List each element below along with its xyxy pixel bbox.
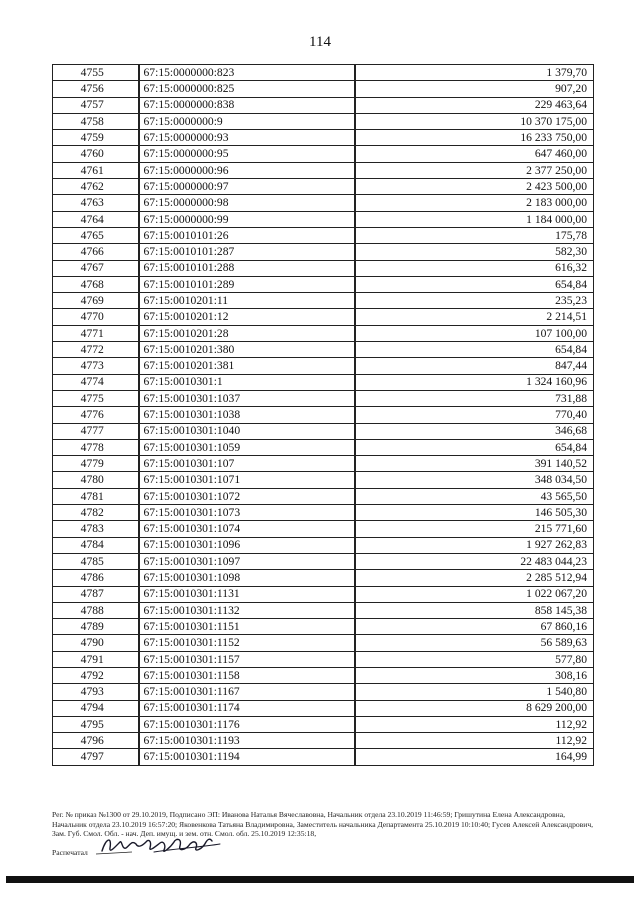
cadastral-number-cell: 67:15:0010301:1059 <box>139 439 355 455</box>
row-number-cell: 4775 <box>53 390 139 406</box>
row-number-cell: 4780 <box>53 472 139 488</box>
table-row <box>53 586 594 602</box>
amount-cell: 22 483 044,23 <box>355 553 594 569</box>
amount-cell: 215 771,60 <box>355 521 594 537</box>
cadastral-number-cell: 67:15:0000000:96 <box>139 162 355 178</box>
row-number-cell: 4757 <box>53 97 139 113</box>
row-number-cell: 4772 <box>53 342 139 358</box>
table-row <box>53 325 594 341</box>
amount-cell: 1 184 000,00 <box>355 211 594 227</box>
amount-cell: 654,84 <box>355 439 594 455</box>
cadastral-number-cell: 67:15:0010301:1074 <box>139 521 355 537</box>
table-row <box>53 179 594 195</box>
amount-cell: 858 145,38 <box>355 602 594 618</box>
cadastral-number-cell: 67:15:0000000:825 <box>139 81 355 97</box>
amount-cell: 112,92 <box>355 733 594 749</box>
amount-cell: 67 860,16 <box>355 619 594 635</box>
amount-cell: 2 214,51 <box>355 309 594 325</box>
row-number-cell: 4758 <box>53 113 139 129</box>
cadastral-number-cell: 67:15:0000000:838 <box>139 97 355 113</box>
table-row <box>53 505 594 521</box>
row-number-cell: 4755 <box>53 65 139 81</box>
table-row <box>53 716 594 732</box>
cadastral-number-cell: 67:15:0010301:1131 <box>139 586 355 602</box>
cadastral-number-cell: 67:15:0010301:1040 <box>139 423 355 439</box>
row-number-cell: 4795 <box>53 716 139 732</box>
amount-cell: 654,84 <box>355 342 594 358</box>
table-row <box>53 472 594 488</box>
row-number-cell: 4777 <box>53 423 139 439</box>
row-number-cell: 4784 <box>53 537 139 553</box>
cadastral-number-cell: 67:15:0010201:12 <box>139 309 355 325</box>
table-row <box>53 635 594 651</box>
table-row <box>53 684 594 700</box>
row-number-cell: 4765 <box>53 227 139 243</box>
amount-cell: 10 370 175,00 <box>355 113 594 129</box>
cadastral-number-cell: 67:15:0010201:28 <box>139 325 355 341</box>
table-row <box>53 749 594 765</box>
table-row <box>53 65 594 81</box>
cadastral-number-cell: 67:15:0010301:1037 <box>139 390 355 406</box>
cadastral-number-cell: 67:15:0010301:1073 <box>139 505 355 521</box>
row-number-cell: 4778 <box>53 439 139 455</box>
table-row <box>53 162 594 178</box>
row-number-cell: 4768 <box>53 276 139 292</box>
amount-cell: 577,80 <box>355 651 594 667</box>
row-number-cell: 4787 <box>53 586 139 602</box>
row-number-cell: 4759 <box>53 130 139 146</box>
cadastral-number-cell: 67:15:0010301:1096 <box>139 537 355 553</box>
row-number-cell: 4760 <box>53 146 139 162</box>
amount-cell: 175,78 <box>355 227 594 243</box>
cadastral-number-cell: 67:15:0010301:1151 <box>139 619 355 635</box>
cadastral-number-cell: 67:15:0010301:1152 <box>139 635 355 651</box>
cadastral-number-cell: 67:15:0010201:381 <box>139 358 355 374</box>
amount-cell: 107 100,00 <box>355 325 594 341</box>
row-number-cell: 4781 <box>53 488 139 504</box>
table-row <box>53 260 594 276</box>
row-number-cell: 4771 <box>53 325 139 341</box>
table-row <box>53 521 594 537</box>
cadastral-number-cell: 67:15:0010301:1038 <box>139 407 355 423</box>
cadastral-number-cell: 67:15:0010101:287 <box>139 244 355 260</box>
amount-cell: 348 034,50 <box>355 472 594 488</box>
cadastral-number-cell: 67:15:0010301:1194 <box>139 749 355 765</box>
cadastral-number-cell: 67:15:0000000:97 <box>139 179 355 195</box>
printed-by-line <box>52 840 597 858</box>
amount-cell: 164,99 <box>355 749 594 765</box>
cadastral-number-cell: 67:15:0010301:1098 <box>139 570 355 586</box>
row-number-cell: 4791 <box>53 651 139 667</box>
bottom-rule <box>6 876 634 883</box>
cadastral-number-cell: 67:15:0000000:95 <box>139 146 355 162</box>
table-row <box>53 374 594 390</box>
cadastral-number-cell: 67:15:0010301:1193 <box>139 733 355 749</box>
row-number-cell: 4756 <box>53 81 139 97</box>
table-row <box>53 195 594 211</box>
cadastral-number-cell: 67:15:0010301:1157 <box>139 651 355 667</box>
row-number-cell: 4782 <box>53 505 139 521</box>
table-row <box>53 358 594 374</box>
amount-cell: 146 505,30 <box>355 505 594 521</box>
table-row <box>53 602 594 618</box>
row-number-cell: 4793 <box>53 684 139 700</box>
row-number-cell: 4788 <box>53 602 139 618</box>
row-number-cell: 4794 <box>53 700 139 716</box>
registration-text: Рег. № приказ №1300 от 29.10.2019, Подписано ЭП: Иванова Наталья Вячеславовна, Начальник отдела 23.10.2019 11:46:59; Гришутина Елена Александровна, Начальник отдела 23.10.2019 16:57:20; Яковенкова Татьяна Владимировна, Заместитель начальника Департамента 25.10.2019 10:10:40; Гусев Алексей Александрович, Зам. Губ. Смол. Обл. - нач. Деп. имущ. и зем. отн. Смол. обл. 25.10.2019 12:35:18, <box>52 810 594 839</box>
table-row <box>53 130 594 146</box>
table-row <box>53 146 594 162</box>
table-row <box>53 733 594 749</box>
amount-cell: 112,92 <box>355 716 594 732</box>
row-number-cell: 4789 <box>53 619 139 635</box>
row-number-cell: 4766 <box>53 244 139 260</box>
amount-cell: 2 377 250,00 <box>355 162 594 178</box>
amount-cell: 1 540,80 <box>355 684 594 700</box>
row-number-cell: 4773 <box>53 358 139 374</box>
row-number-cell: 4774 <box>53 374 139 390</box>
cadastral-number-cell: 67:15:0010301:1097 <box>139 553 355 569</box>
table-row <box>53 227 594 243</box>
amount-cell: 391 140,52 <box>355 456 594 472</box>
row-number-cell: 4762 <box>53 179 139 195</box>
table-row <box>53 456 594 472</box>
table-row <box>53 309 594 325</box>
row-number-cell: 4770 <box>53 309 139 325</box>
cadastral-number-cell: 67:15:0000000:99 <box>139 211 355 227</box>
row-number-cell: 4785 <box>53 553 139 569</box>
table-row <box>53 700 594 716</box>
table-row <box>53 423 594 439</box>
row-number-cell: 4783 <box>53 521 139 537</box>
table-row <box>53 439 594 455</box>
cadastral-number-cell: 67:15:0010301:1072 <box>139 488 355 504</box>
row-number-cell: 4779 <box>53 456 139 472</box>
row-number-cell: 4776 <box>53 407 139 423</box>
row-number-cell: 4761 <box>53 162 139 178</box>
row-number-cell: 4786 <box>53 570 139 586</box>
printed-by-label: Распечатал <box>52 848 88 858</box>
amount-cell: 1 379,70 <box>355 65 594 81</box>
amount-cell: 1 324 160,96 <box>355 374 594 390</box>
table-row <box>53 293 594 309</box>
amount-cell: 235,23 <box>355 293 594 309</box>
row-number-cell: 4796 <box>53 733 139 749</box>
amount-cell: 8 629 200,00 <box>355 700 594 716</box>
cadastral-number-cell: 67:15:0010101:26 <box>139 227 355 243</box>
table-row <box>53 553 594 569</box>
cadastral-number-cell: 67:15:0000000:9 <box>139 113 355 129</box>
table-row <box>53 81 594 97</box>
amount-cell: 847,44 <box>355 358 594 374</box>
registry-table <box>52 64 594 766</box>
table-row <box>53 211 594 227</box>
table-row <box>53 570 594 586</box>
amount-cell: 346,68 <box>355 423 594 439</box>
amount-cell: 731,88 <box>355 390 594 406</box>
table-row <box>53 97 594 113</box>
registry-table-body <box>53 65 594 766</box>
table-row <box>53 651 594 667</box>
amount-cell: 907,20 <box>355 81 594 97</box>
table-row <box>53 407 594 423</box>
cadastral-number-cell: 67:15:0010201:11 <box>139 293 355 309</box>
amount-cell: 770,40 <box>355 407 594 423</box>
amount-cell: 43 565,50 <box>355 488 594 504</box>
cadastral-number-cell: 67:15:0010201:380 <box>139 342 355 358</box>
table-row <box>53 488 594 504</box>
row-number-cell: 4764 <box>53 211 139 227</box>
row-number-cell: 4790 <box>53 635 139 651</box>
cadastral-number-cell: 67:15:0000000:98 <box>139 195 355 211</box>
row-number-cell: 4763 <box>53 195 139 211</box>
cadastral-number-cell: 67:15:0010301:1167 <box>139 684 355 700</box>
amount-cell: 1 022 067,20 <box>355 586 594 602</box>
amount-cell: 308,16 <box>355 667 594 683</box>
table-row <box>53 113 594 129</box>
amount-cell: 56 589,63 <box>355 635 594 651</box>
cadastral-number-cell: 67:15:0010301:1132 <box>139 602 355 618</box>
amount-cell: 654,84 <box>355 276 594 292</box>
cadastral-number-cell: 67:15:0000000:823 <box>139 65 355 81</box>
table-row <box>53 537 594 553</box>
cadastral-number-cell: 67:15:0010101:289 <box>139 276 355 292</box>
row-number-cell: 4767 <box>53 260 139 276</box>
amount-cell: 2 285 512,94 <box>355 570 594 586</box>
amount-cell: 647 460,00 <box>355 146 594 162</box>
table-row <box>53 390 594 406</box>
cadastral-number-cell: 67:15:0010101:288 <box>139 260 355 276</box>
cadastral-number-cell: 67:15:0010301:1071 <box>139 472 355 488</box>
amount-cell: 229 463,64 <box>355 97 594 113</box>
cadastral-number-cell: 67:15:0010301:107 <box>139 456 355 472</box>
table-row <box>53 244 594 260</box>
table-row <box>53 342 594 358</box>
row-number-cell: 4769 <box>53 293 139 309</box>
cadastral-number-cell: 67:15:0010301:1158 <box>139 667 355 683</box>
amount-cell: 16 233 750,00 <box>355 130 594 146</box>
table-row <box>53 619 594 635</box>
amount-cell: 616,32 <box>355 260 594 276</box>
cadastral-number-cell: 67:15:0010301:1 <box>139 374 355 390</box>
handwritten-signature-icon <box>92 834 252 858</box>
table-row <box>53 276 594 292</box>
amount-cell: 582,30 <box>355 244 594 260</box>
signature-footer <box>52 810 597 858</box>
amount-cell: 1 927 262,83 <box>355 537 594 553</box>
row-number-cell: 4797 <box>53 749 139 765</box>
cadastral-number-cell: 67:15:0010301:1176 <box>139 716 355 732</box>
cadastral-number-cell: 67:15:0010301:1174 <box>139 700 355 716</box>
amount-cell: 2 183 000,00 <box>355 195 594 211</box>
row-number-cell: 4792 <box>53 667 139 683</box>
cadastral-number-cell: 67:15:0000000:93 <box>139 130 355 146</box>
table-row <box>53 667 594 683</box>
amount-cell: 2 423 500,00 <box>355 179 594 195</box>
page-number: 114 <box>309 34 331 50</box>
